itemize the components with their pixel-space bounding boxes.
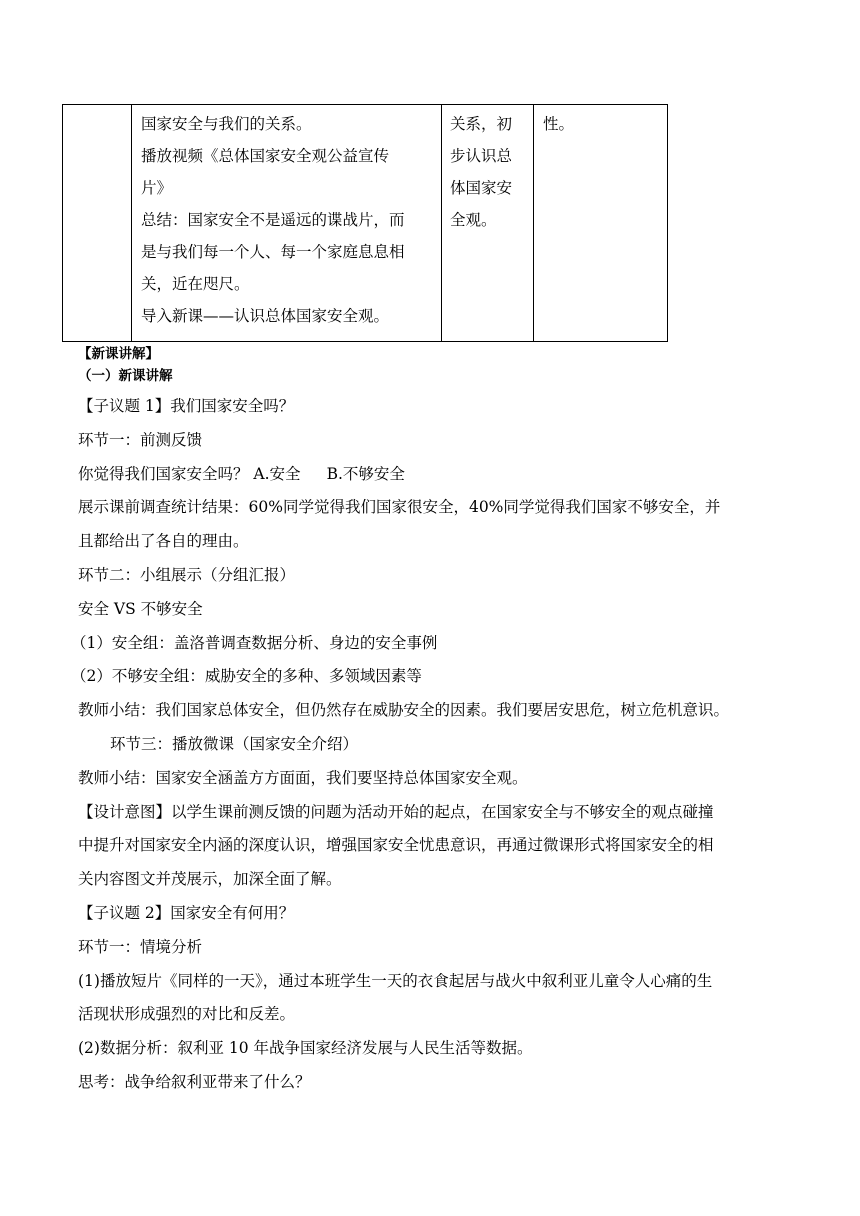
question-option-a: 你觉得我们国家安全吗？ A.安全	[78, 464, 301, 483]
paragraph-line: 思考：战争给叙利亚带来了什么？	[78, 1072, 311, 1091]
table-text-line: 步认识总	[450, 147, 513, 165]
question-option-b: B.不够安全	[326, 464, 405, 483]
paragraph-line: (1)播放短片《同样的一天》，通过本班学生一天的衣食起居与战火中叙利亚儿童令人心痛的生	[78, 971, 713, 990]
table-text-line: 播放视频《总体国家安全观公益宣传	[141, 147, 390, 165]
table-cell-goal	[442, 105, 534, 342]
table-text-line: 片》	[141, 179, 173, 197]
table-text-line: 关系，初	[450, 115, 513, 133]
section-subheading: （一）新课讲解	[78, 368, 173, 384]
design-intent-line: 【设计意图】以学生课前测反馈的问题为活动开始的起点，在国家安全与不够安全的观点碰撞	[78, 802, 714, 821]
paragraph-line: 教师小结：国家安全涵盖方方面面，我们要坚持总体国家安全观。	[78, 768, 528, 787]
paragraph-line: 环节三：播放微课（国家安全介绍）	[110, 734, 359, 753]
subtopic-title: 【子议题 1】我们国家安全吗？	[78, 397, 295, 415]
table-text-line: 体国家安	[450, 179, 513, 197]
paragraph-line: 环节一：前测反馈	[78, 430, 203, 449]
paragraph-line: 教师小结：我们国家总体安全，但仍然存在威胁安全的因素。我们要居安思危，树立危机意识。	[78, 701, 730, 720]
paragraph-line: 活现状形成强烈的对比和反差。	[78, 1005, 296, 1024]
paragraph-line: (2)数据分析：叙利亚 10 年战争国家经济发展与人民生活等数据。	[78, 1039, 533, 1058]
question-line	[78, 458, 790, 492]
table-cell-note	[534, 105, 668, 342]
table-cell-activity	[132, 105, 442, 342]
table-text-line: 是与我们每一个人、每一个家庭息息相	[141, 243, 405, 261]
paragraph-line: 且都给出了各自的理由。	[78, 532, 249, 551]
list-item: （2）不够安全组：威胁安全的多种、多领域因素等	[71, 667, 422, 686]
lesson-plan-table	[62, 104, 668, 342]
subtopic-title: 【子议题 2】国家安全有何用？	[78, 903, 295, 922]
paragraph-line: 展示课前调查统计结果：60%同学觉得我们国家很安全，40%同学觉得我们国家不够安全，并	[78, 498, 721, 517]
table-text-line: 总结：国家安全不是遥远的谍战片，而	[141, 211, 405, 229]
design-intent-line: 中提升对国家安全内涵的深度认识，增强国家安全忧患意识，再通过微课形式将国家安全的相	[78, 836, 714, 855]
paragraph-line: 环节二：小组展示（分组汇报）	[78, 565, 296, 584]
table-text-line: 全观。	[450, 211, 497, 229]
paragraph-line: 安全 VS 不够安全	[78, 599, 203, 618]
table-text-line: 关，近在咫尺。	[141, 275, 250, 293]
list-item: （1）安全组：盖洛普调查数据分析、身边的安全事例	[71, 633, 438, 652]
table-text-line: 导入新课——认识总体国家安全观。	[141, 307, 390, 325]
table-text-line: 国家安全与我们的关系。	[141, 115, 312, 133]
table-row	[63, 105, 668, 342]
section-heading: 【新课讲解】	[78, 346, 159, 362]
table-cell-empty	[63, 105, 132, 342]
table-text-line: 性。	[543, 115, 575, 133]
paragraph-line: 环节一：情境分析	[78, 937, 203, 956]
lesson-body	[71, 343, 790, 1100]
design-intent-line: 关内容图文并茂展示，加深全面了解。	[78, 870, 342, 889]
